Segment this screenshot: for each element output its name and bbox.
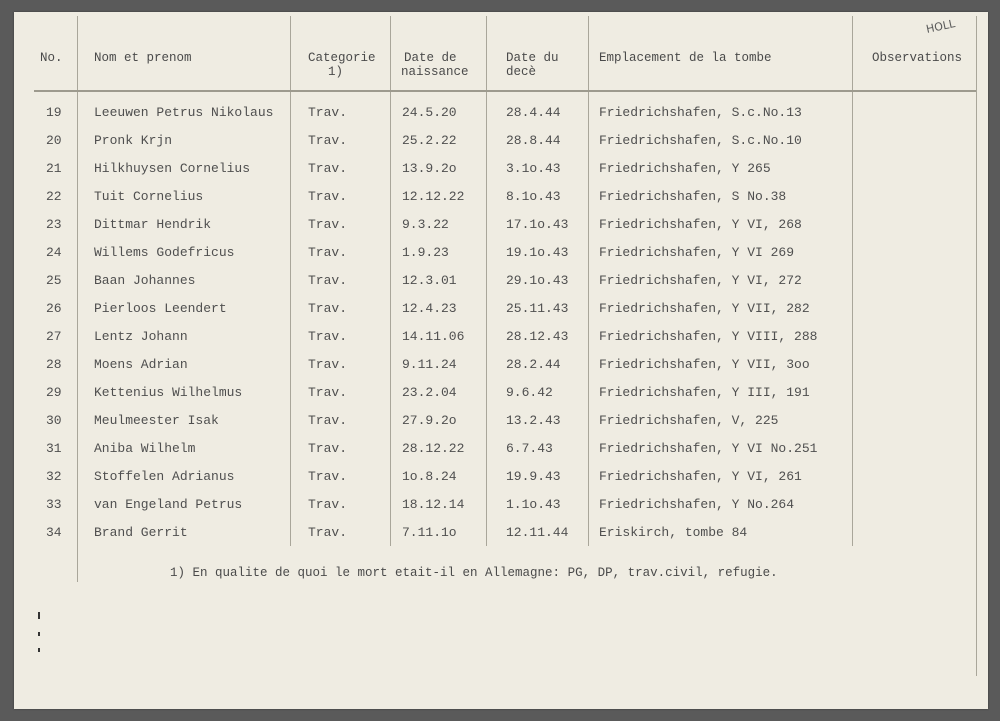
row-death-date: 8.1o.43 [506,189,561,204]
row-death-date: 25.11.43 [506,301,569,316]
row-birth-date: 25.2.22 [402,133,457,148]
row-number: 25 [46,273,62,288]
row-name: Baan Johannes [94,273,196,288]
row-category: Trav. [308,189,348,204]
row-category: Trav. [308,245,348,260]
row-grave-location: Friedrichshafen, V, 225 [599,413,779,428]
row-number: 20 [46,133,62,148]
row-name: Meulmeester Isak [94,413,219,428]
header-name: Nom et prenom [94,51,192,65]
record-card [14,12,988,709]
row-death-date: 28.12.43 [506,329,569,344]
row-number: 26 [46,301,62,316]
row-grave-location: Friedrichshafen, Y VI, 268 [599,217,802,232]
row-grave-location: Friedrichshafen, Y No.264 [599,497,795,512]
header-birth-line2: naissance [401,65,469,79]
punch-mark [38,632,40,636]
row-number: 30 [46,413,62,428]
row-number: 19 [46,105,62,120]
row-birth-date: 23.2.04 [402,385,457,400]
header-category-line1: Categorie [308,51,376,65]
row-death-date: 13.2.43 [506,413,561,428]
row-death-date: 9.6.42 [506,385,553,400]
row-name: Stoffelen Adrianus [94,469,235,484]
row-grave-location: Friedrichshafen, S.c.No.10 [599,133,802,148]
row-birth-date: 12.3.01 [402,273,457,288]
row-category: Trav. [308,133,348,148]
row-number: 23 [46,217,62,232]
row-category: Trav. [308,301,348,316]
row-name: Kettenius Wilhelmus [94,385,243,400]
row-death-date: 17.1o.43 [506,217,569,232]
header-death-line1: Date du [506,51,559,65]
header-no: No. [40,51,63,65]
row-death-date: 12.11.44 [506,525,569,540]
column-rule-death [588,16,589,546]
header-underline [34,90,976,92]
row-number: 21 [46,161,62,176]
row-birth-date: 9.3.22 [402,217,449,232]
row-grave-location: Eriskirch, tombe 84 [599,525,748,540]
punch-mark [38,612,40,619]
row-grave-location: Friedrichshafen, Y III, 191 [599,385,810,400]
row-category: Trav. [308,497,348,512]
row-grave-location: Friedrichshafen, Y VI, 261 [599,469,802,484]
row-name: Pronk Krjn [94,133,173,148]
header-death-line2: decè [506,65,537,79]
row-category: Trav. [308,357,348,372]
footnote: 1) En qualite de quoi le mort etait-il en Allemagne: PG, DP, trav.civil, refugie. [170,566,778,580]
row-name: Leeuwen Petrus Nikolaus [94,105,274,120]
row-birth-date: 27.9.2o [402,413,457,428]
row-category: Trav. [308,469,348,484]
row-grave-location: Friedrichshafen, Y 265 [599,161,771,176]
row-name: Willems Godefricus [94,245,235,260]
row-grave-location: Friedrichshafen, Y VI 269 [599,245,795,260]
header-category-line2: 1) [328,65,344,79]
column-rule-no [77,16,78,582]
row-category: Trav. [308,329,348,344]
row-number: 24 [46,245,62,260]
column-rule-right [976,16,977,676]
row-birth-date: 1.9.23 [402,245,449,260]
row-grave-location: Friedrichshafen, Y VI No.251 [599,441,818,456]
row-grave-location: Friedrichshafen, S.c.No.13 [599,105,802,120]
row-name: Lentz Johann [94,329,188,344]
row-death-date: 28.8.44 [506,133,561,148]
row-number: 32 [46,469,62,484]
header-observations: Observations [872,51,963,65]
row-category: Trav. [308,273,348,288]
row-name: Moens Adrian [94,357,188,372]
row-number: 28 [46,357,62,372]
row-number: 34 [46,525,62,540]
row-birth-date: 7.11.1o [402,525,457,540]
row-grave-location: Friedrichshafen, S No.38 [599,189,787,204]
row-birth-date: 28.12.22 [402,441,465,456]
row-death-date: 29.1o.43 [506,273,569,288]
row-death-date: 19.1o.43 [506,245,569,260]
row-birth-date: 9.11.24 [402,357,457,372]
row-death-date: 6.7.43 [506,441,553,456]
row-name: van Engeland Petrus [94,497,243,512]
row-birth-date: 12.12.22 [402,189,465,204]
row-death-date: 28.2.44 [506,357,561,372]
punch-mark [38,648,40,652]
row-number: 31 [46,441,62,456]
corner-annotation: HOLL [924,17,957,36]
row-birth-date: 12.4.23 [402,301,457,316]
row-name: Hilkhuysen Cornelius [94,161,251,176]
column-rule-name [290,16,291,546]
row-category: Trav. [308,525,348,540]
row-birth-date: 13.9.2o [402,161,457,176]
row-death-date: 3.1o.43 [506,161,561,176]
header-grave: Emplacement de la tombe [599,51,772,65]
row-name: Brand Gerrit [94,525,188,540]
row-number: 33 [46,497,62,512]
column-rule-category [390,16,391,546]
row-grave-location: Friedrichshafen, Y VIII, 288 [599,329,818,344]
row-category: Trav. [308,413,348,428]
row-category: Trav. [308,385,348,400]
row-grave-location: Friedrichshafen, Y VI, 272 [599,273,802,288]
column-rule-grave [852,16,853,546]
row-name: Tuit Cornelius [94,189,204,204]
row-birth-date: 24.5.20 [402,105,457,120]
row-death-date: 28.4.44 [506,105,561,120]
row-number: 22 [46,189,62,204]
row-birth-date: 18.12.14 [402,497,465,512]
header-birth-line1: Date de [404,51,457,65]
row-name: Dittmar Hendrik [94,217,212,232]
row-birth-date: 14.11.06 [402,329,465,344]
row-category: Trav. [308,441,348,456]
row-grave-location: Friedrichshafen, Y VII, 3oo [599,357,810,372]
column-rule-birth [486,16,487,546]
row-birth-date: 1o.8.24 [402,469,457,484]
row-grave-location: Friedrichshafen, Y VII, 282 [599,301,810,316]
row-name: Pierloos Leendert [94,301,227,316]
row-death-date: 19.9.43 [506,469,561,484]
row-number: 27 [46,329,62,344]
row-category: Trav. [308,161,348,176]
row-number: 29 [46,385,62,400]
row-death-date: 1.1o.43 [506,497,561,512]
row-category: Trav. [308,217,348,232]
row-category: Trav. [308,105,348,120]
row-name: Aniba Wilhelm [94,441,196,456]
